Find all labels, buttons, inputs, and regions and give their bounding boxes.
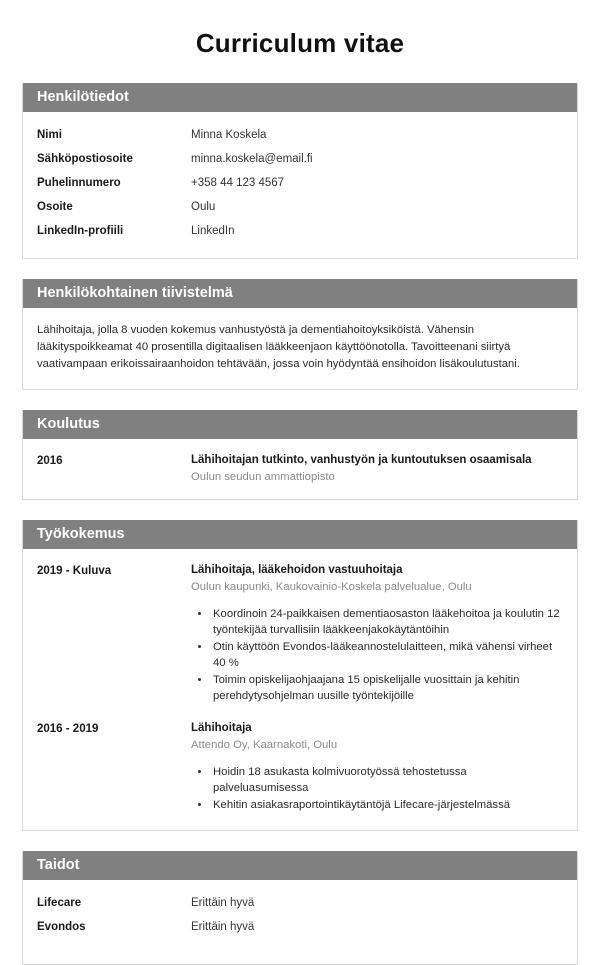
info-row-name <box>37 124 563 148</box>
info-value-address: Oulu <box>191 201 216 213</box>
education-body <box>23 439 577 499</box>
work-entry-title: Lähihoitaja, lääkehoidon vastuuhoitaja <box>191 564 403 576</box>
work-entry <box>37 561 563 705</box>
skill-level-lifecare: Erittäin hyvä <box>191 897 255 909</box>
education-entry-main <box>191 453 563 485</box>
education-entry <box>37 451 563 485</box>
work-entry-bullet: • Otin käyttöön Evondos-lääkeannostelulaitteen, mikä vähensi virheet 40 % <box>211 639 563 671</box>
info-value-phone: +358 44 123 4567 <box>191 177 285 189</box>
skill-row-evondos <box>37 916 563 940</box>
work-entry-bullet: • Koordinoin 24-paikkaisen dementiaosaston lääkehoitoa ja koulutin 12 työntekijää turvallisiin lääkkeenjakokäytäntöihin <box>211 606 563 638</box>
personal-info-body <box>23 112 577 258</box>
info-row-email <box>37 148 563 172</box>
section-heading-education: Koulutus <box>23 410 577 439</box>
work-entry-bullets <box>191 606 563 704</box>
skill-label-evondos: Evondos <box>37 921 86 933</box>
info-label-email: Sähköpostiosoite <box>37 153 133 165</box>
section-heading-skills: Taidot <box>23 851 577 880</box>
info-label-linkedin: LinkedIn-profiili <box>37 225 124 237</box>
work-entry-title: Lähihoitaja <box>191 722 252 734</box>
education-entry-date: 2016 <box>37 455 63 467</box>
section-summary <box>22 279 578 390</box>
work-entry-bullet: • Hoidin 18 asukasta kolmivuorotyössä tehostetussa palveluasumisessa <box>211 764 563 796</box>
work-entry <box>37 719 563 814</box>
work-entry-date: 2019 - Kuluva <box>37 565 112 577</box>
work-entry-main <box>191 721 563 814</box>
work-entry-employer: Oulun kaupunki, Kaukovainio-Koskela palvelualue, Oulu <box>191 581 472 593</box>
work-entry-bullet: • Toimin opiskelijaohjaajana 15 opiskelijalle vuosittain ja kehitin perehdytysohjelman uusille työntekijöille <box>211 672 563 704</box>
skill-level-evondos: Erittäin hyvä <box>191 921 255 933</box>
info-row-linkedin <box>37 220 563 244</box>
info-row-phone <box>37 172 563 196</box>
info-value-name: Minna Koskela <box>191 129 267 141</box>
work-experience-body <box>23 549 577 830</box>
section-work-experience <box>22 520 578 831</box>
section-heading-summary: Henkilökohtainen tiivistelmä <box>23 279 577 308</box>
section-personal-info <box>22 83 578 259</box>
info-label-address: Osoite <box>37 201 73 213</box>
skill-row-lifecare <box>37 892 563 916</box>
info-label-name: Nimi <box>37 129 62 141</box>
work-entry-employer: Attendo Oy, Kaarnakoti, Oulu <box>191 739 338 751</box>
page-title: Curriculum vitae <box>195 28 405 58</box>
education-entry-institution: Oulun seudun ammattiopisto <box>191 471 335 483</box>
info-value-linkedin[interactable]: LinkedIn <box>191 225 235 237</box>
work-entry-main <box>191 563 563 705</box>
info-row-address <box>37 196 563 220</box>
section-heading-personal-info: Henkilötiedot <box>23 83 577 112</box>
skills-body <box>23 880 577 964</box>
section-heading-work-experience: Työkokemus <box>23 520 577 549</box>
work-entry-date: 2016 - 2019 <box>37 723 99 735</box>
work-entry-bullet: • Kehitin asiakasraportointikäytäntöjä Lifecare-järjestelmässä <box>211 797 563 813</box>
summary-body <box>23 308 577 389</box>
info-value-email: minna.koskela@email.fi <box>191 153 313 165</box>
education-entry-degree: Lähihoitajan tutkinto, vanhustyön ja kuntoutuksen osaamisala <box>191 454 532 466</box>
summary-text: Lähihoitaja, jolla 8 vuoden kokemus vanhustyöstä ja dementiahoitoyksiköistä. Vähensin lääkityspoikkeamat 40 prosentilla digitaalisen lääkkeenjaon käyttöönotolla. Tavoitteenani siirtyä vaativampaan erikoissairaanhoidon tehtävään, jossa voin hyödyntää ensihoidon lisäkoulutustani. <box>37 324 520 370</box>
section-education <box>22 410 578 500</box>
info-label-phone: Puhelinnumero <box>37 177 121 189</box>
skill-label-lifecare: Lifecare <box>37 897 82 909</box>
section-skills <box>22 851 578 965</box>
work-entry-bullets <box>191 764 563 813</box>
